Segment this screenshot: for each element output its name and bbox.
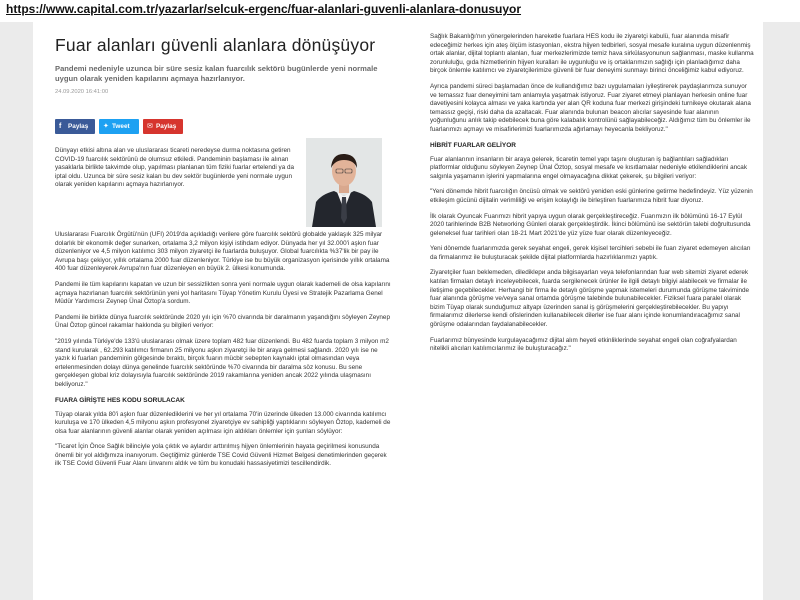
body-paragraph: Ayrıca pandemi süreci başlamadan önce de kullandığımız bazı uygulamaları iyileştirerek paydaşlarımıza sunuyor ve temassız fuar deneyimini tam anlamıyla yaşatmak istiyoruz. Fuar ziyaret etmeyi planlayan herkesin online fuar davetiyesini kolayca alması ve yaka kartında yer alan QR koduna fuar merkezi girişindeki turnikeye okutarak alana temassız geçişi, riski daha da azaltacak. Fuar alanında bulunan beacon alıcılar sayesinde fuar alanının yoğunluğunu anlık takip edebilecek buna göre kalabalık kontrolünü sağlayabileceğiz. Aldığımız tüm bu önlemler ile fuarlarımızı açmayı ve misafirlerimizi fuarlarımızda ağırlamayı heyecanla bekliyoruz." bbox=[430, 82, 751, 133]
article-title: Fuar alanları güvenli alanlara dönüşüyor bbox=[55, 35, 376, 55]
article-left-column bbox=[55, 35, 391, 468]
email-share-button[interactable] bbox=[143, 119, 183, 134]
author-photo bbox=[306, 138, 382, 227]
quote-paragraph: "Ticaret İçin Önce Sağlık bilinciyle yola çıktık ve aylardır arttırılmış hijyen önlemlerinin hayata geçirilmesi konusunda önemli bir yol aldığımıza inanıyorum. Geçtiğimiz günlerde TSE Covid Güvenli Hizmet Belgesi denetimlerinden geçerek ilk TSE Covid Güvenli Fuar Alanı ünvanını aldık ve tüm bu konudaki hassasiyetimizi tescillendirdik. bbox=[55, 443, 387, 468]
body-paragraph: İlk olarak Oyuncak Fuarımızı hibrit yapıya uygun olarak gerçekleştireceğiz. Fuarımızın ilk bölümünü 16-17 Eylül 2020 tarihlerinde B2B Networking Günleri olarak gerçekleştirdik. İkinci bölümünü ise sektörün talebi doğrultusunda geleneksel fuar tarihleri olan 18-21 Mart 2021'de yüz yüze fuar olarak düzenleyeceğiz. bbox=[430, 212, 751, 237]
article-right-column bbox=[430, 33, 755, 361]
twitter-share-label: Tweet bbox=[112, 123, 130, 130]
subheading-hes-kodu: FUARA GİRİŞTE HES KODU SORULACAK bbox=[55, 396, 185, 404]
body-paragraph: Fuar alanlarının insanların bir araya gelerek, ticaretin temel yapı taşını oluşturan iş bağlantıları sağladıkları platformlar olduğunu söyleyen Zeynep Ünal Öztop, sosyal mesafe ve kısıtlamalar nedeniyle etkilendiklerini ancak salgınla yaşamanın işlerini yapmalarına engel olmayacağına dikkat çekerek, şu bilgileri veriyor: bbox=[430, 155, 747, 180]
email-icon: ✉ bbox=[147, 123, 153, 130]
article-page bbox=[33, 22, 763, 600]
twitter-share-button[interactable] bbox=[99, 119, 139, 134]
subheading-hibrit: HİBRİT FUARLAR GELİYOR bbox=[430, 141, 516, 149]
quote-paragraph: "Yeni dönemde hibrit fuarcılığın öncüsü olmak ve sektörü yeniden eski günlerine getirme hedefindeyiz. Yüz yüzenin etkileşim gücünü dijitalin verimliliği ve erişim kolaylığı ile birleştiren fuarlarımıza hibrit fuar diyoruz. bbox=[430, 188, 753, 204]
article-spot: Pandemi nedeniyle uzunca bir süre sesiz kalan fuarcılık sektörü bugünlerde yeni normale uygun olarak yeniden kapılarını açmaya hazırlanıyor. bbox=[55, 64, 378, 83]
facebook-share-label: Paylaş bbox=[68, 123, 89, 130]
twitter-icon: ✦ bbox=[103, 123, 109, 130]
facebook-icon: f bbox=[59, 123, 62, 130]
facebook-share-button[interactable] bbox=[55, 119, 95, 134]
quote-paragraph: "2019 yılında Türkiye'de 133'ü uluslararası olmak üzere toplam 482 fuar düzenlendi. Bu 482 fuarda toplam 3 milyon m2 stand kurularak , 62.293 katılımcı firmanın 25 milyonu aşkın ziyaretçi ile bir araya gelmesi sağlandı. 2020 yılı ise ne yazık ki fuarları pandeminin gölgesinde bıraktı, birçok fuarın mücbir sebepten kaynaklı iptal olmasından veya ertelenmesinden dolayı dünya genelinde fuarcılık sektöründe %70 civarında bir daralma söz konusu. Bu sene gerçekleşen global kriz dolayısıyla fuarcılık sektöründe 2019 rakamlarına yeniden ancak 2022 yılında ulaşmasını bekliyoruz." bbox=[55, 337, 389, 388]
quote-paragraph: Fuarlarımız bünyesinde kurgulayacağımız dijital alım heyeti etkinliklerinde seyahat engeli olan coğrafyalardan nitelikli alıcıları katılımcılarımız ile buluşturacağız." bbox=[430, 336, 737, 353]
left-body bbox=[55, 231, 391, 476]
email-share-label: Paylaş bbox=[156, 123, 177, 130]
body-paragraph: Ziyaretçiler fuarı beklemeden, dilediklери anda bilgisayarları veya telefonlarından fuar web sitemizi ziyaret ederek katılan firmaları detaylı inceleyebilecek, fuarda sergilenecek ürünler ile ilgili detaylı bilgiyi alabilecek ve firmalar ile iletişime geçebilecekler. Herhangi bir firma ile detaylı görüşme yapmak istemeleri durumunda görüşme takviminde fuar alanında görüşme ve/veya sanal ortamda görüşme talebinde bulunabilecekler. Fiziksel fuara paralel olarak bizim Tüyap olarak sunduğumuz altyapı üzerinden sanal iş görüşmelerini gerçekleştirebilecekler. Bu yapıyı firmalarımız dilerlerse kendi ofislerinden kullanabilecek dilerler ise fuar alanı içinde konumlandıracağımız sanal görüşme odalarından faydalanabilecekler. bbox=[430, 269, 750, 329]
url-bar bbox=[0, 0, 800, 22]
body-paragraph: Pandemi ile tüm kapılarını kapatan ve uzun bir sessizlikten sonra yeni normale uygun olarak kademeli de olsa kapılarını açmaya hazırlanan fuarcılık sektörünün yeni yol haritasını Tüyap Yönetim Kurulu Üyesi ve Stratejik Pazarlama Genel Müdür Yardımcısı Zeynep Ünal Öztop'a sordum. bbox=[55, 280, 391, 306]
body-paragraph: Pandemi ile birlikte dünya fuarcılık sektöründe 2020 yılı için %70 civarında bir daralmanın yaşandığını söyleyen Zeynep Ünal Öztop güncel rakamlar hakkında şu bilgileri veriyor: bbox=[55, 313, 390, 330]
body-paragraph: Sağlık Bakanlığı'nın yönergelerinden hareketle fuarlara HES kodu ile ziyaretçi kabulü, fuar alanında misafir edeceğimiz herkes için ateş ölçüm istasyonları, ekstra hijyen tedbirleri, sosyal mesafe kuralına uygun düzenlenmiş ortak alanlar, dijital toplantı alanları, fuar merkezlerimizde temiz hava sirkülasyonunun sağlanması, maske kullanma zorunluluğu, gıda hizmetlerinin hijyen kuralları ile uygunluğu ve iş ortaklarımızın sağlığı için planladığımız daha birçok önlemle katılımcı ve ziyaretçilerimize güvenli bir fuar deneyimi sunmayı birinci önceliğimiz kabul ediyoruz. bbox=[430, 33, 754, 75]
body-paragraph: Tüyap olarak yılda 80'i aşkın fuar düzenlediklerini ve her yıl ortalama 70'in üzerinde ülkeden 13.000 civarında katılımcı kuruluşa ve 170 ülkeden 4,5 milyonu aşkın profesyonel ziyaretçiye ev sahipliği yaptıklarını söyleyen Öztop, kademeli de olsa fuar alanlarının güvenli alanlar olarak yeniden açılması için aldıkları önlemler için şunları söylüyor: bbox=[55, 410, 391, 435]
page-url-link[interactable]: https://www.capital.com.tr/yazarlar/selcuk-ergenc/fuar-alanlari-guvenli-alanlara-donusuyor bbox=[6, 2, 522, 16]
lead-paragraph: Dünyayı etkisi altına alan ve uluslararası ticareti neredeyse durma noktasına getiren COVID-19 fuarcılık sektörünü de olumsuz etkiledi. Pandeminin başlaması ile alınan yasaklarla birlikte takvimde olup, yapılması planlanan tüm fiziki fuarlar ertelendi ya da iptal oldu. Uzunca bir süre sesiz kalan bu dev sektör bugünlerde yeni normale uygun olarak yeniden kapılarını açmaya hazırlanıyor. bbox=[55, 147, 295, 189]
body-paragraph: Uluslararası Fuarcılık Örgütü'nün (UFI) 2019'da açıkladığı verilere göre fuarcılık sektörü globalde yaklaşık 325 milyar dolarlık bir ekonomik değer sunarken, ortalama 3,2 milyon kişiyi istihdam ediyor. Dünyada her yıl 32.000'i aşkın fuar düzenleniyor ve 4,5 milyon katılımcı 303 milyon ziyaretçi ile fuarlarda buluşuyor. Global fuarcılıkta %37'lik bir pay ile Avrupa başı çekiyor, yıllık ortalama 2000 fuar düzenleniyor. Türkiye ise bu büyük organizasyon içerisinde yıllık ortalama 400 fuar düzenleyerek Avrupa'nın fuar düzenleyen en büyük 2. ülkesi konumunda. bbox=[55, 231, 390, 273]
article-date: 24.09.2020 16:41:00 bbox=[55, 89, 109, 95]
body-paragraph: Yeni dönemde fuarlarımızda gerek seyahat engeli, gerek kişisel tercihleri sebebi ile fuarı ziyaret edemeyen alıcıları da firmalarımız ile buluşturacak şekilde dijital platformlarda hazırlıklarımızı yaptık. bbox=[430, 245, 751, 261]
